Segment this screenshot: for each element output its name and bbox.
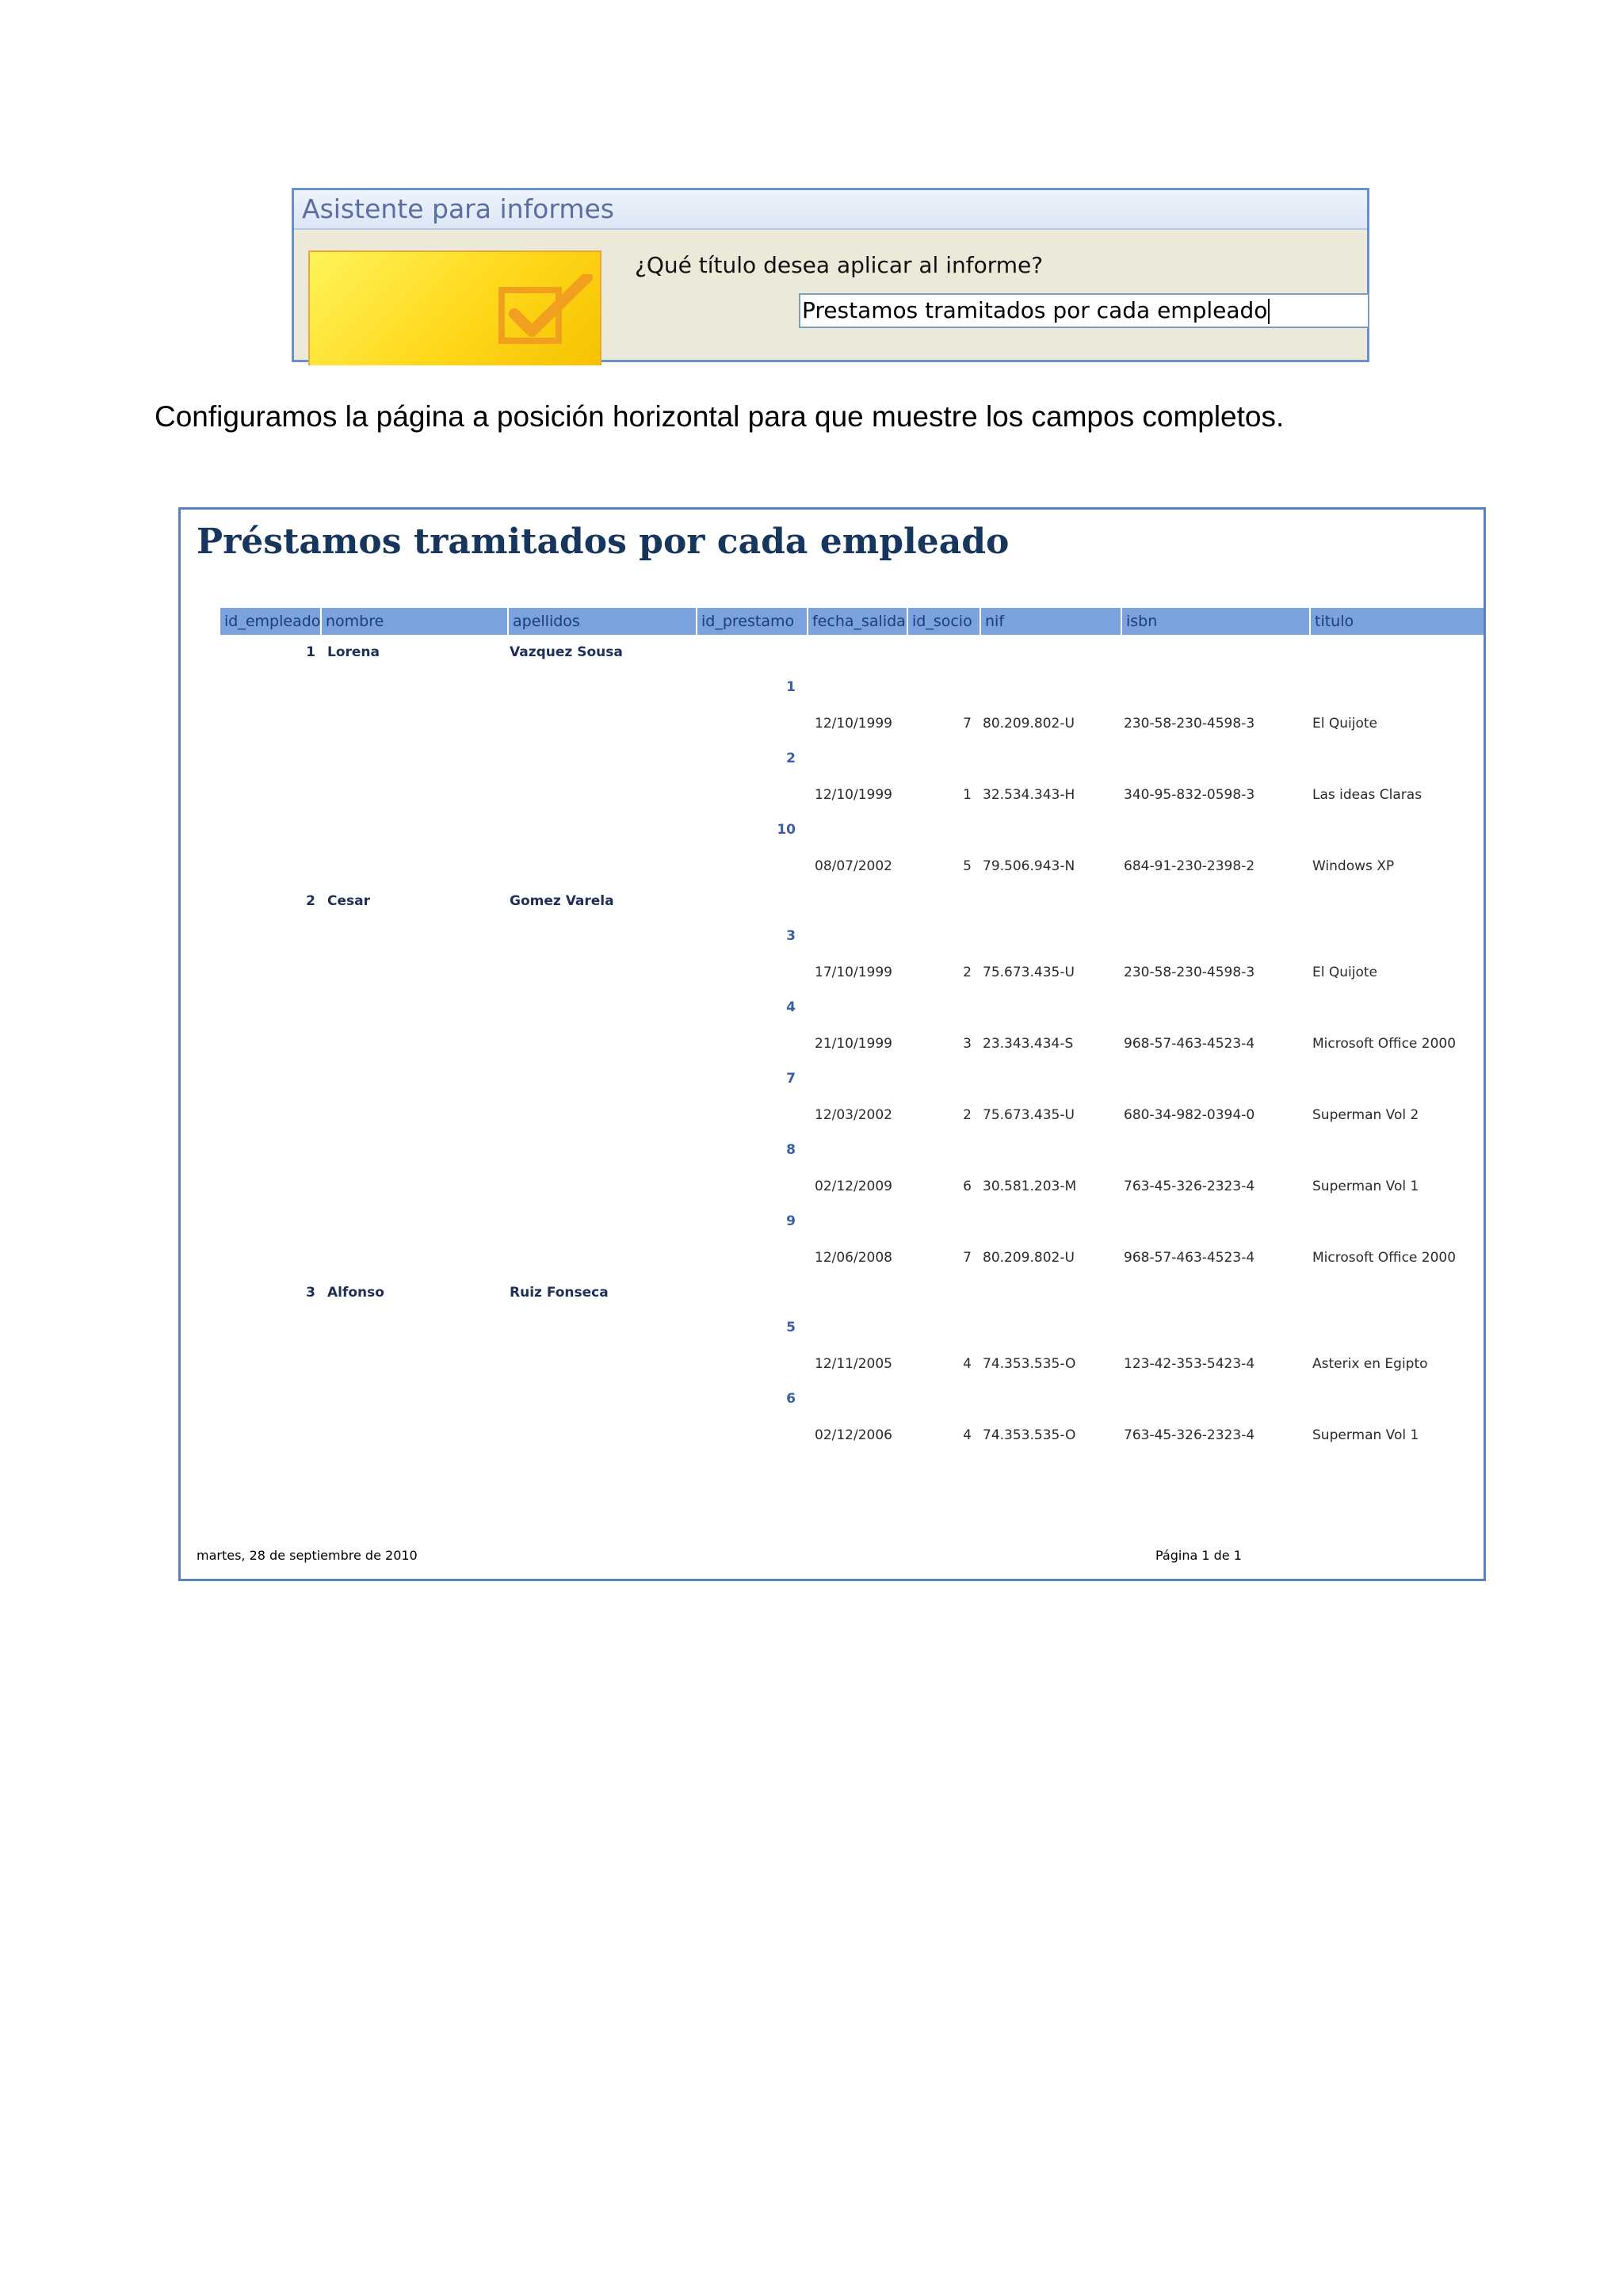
- cell-nif: 80.209.802-U: [983, 716, 1075, 732]
- report-title: Préstamos tramitados por cada empleado: [197, 521, 1010, 562]
- cell-id-prestamo: 4: [786, 999, 796, 1015]
- cell-fecha-salida: 08/07/2002: [815, 858, 892, 874]
- column-header-apellidos: apellidos: [509, 608, 696, 635]
- wizard-body: [294, 230, 1367, 361]
- cell-id-empleado: 3: [306, 1285, 315, 1301]
- checkmark-icon: [498, 274, 594, 346]
- cell-isbn: 123-42-353-5423-4: [1124, 1356, 1255, 1372]
- cell-isbn: 230-58-230-4598-3: [1124, 965, 1255, 980]
- cell-fecha-salida: 21/10/1999: [815, 1036, 892, 1052]
- cell-nombre: Alfonso: [327, 1285, 384, 1301]
- cell-titulo: Asterix en Egipto: [1312, 1356, 1428, 1372]
- cell-titulo: Windows XP: [1312, 858, 1395, 874]
- column-header-nombre: nombre: [322, 608, 507, 635]
- cell-id-prestamo: 8: [786, 1142, 796, 1158]
- cell-titulo: Las ideas Claras: [1312, 787, 1423, 803]
- cell-nif: 75.673.435-U: [983, 1107, 1075, 1123]
- cell-id-socio: 4: [963, 1356, 972, 1372]
- wizard-question: ¿Qué título desea aplicar al informe?: [635, 252, 1044, 278]
- cell-id-socio: 2: [963, 965, 972, 980]
- cell-id-empleado: 2: [306, 893, 315, 909]
- cell-titulo: Microsoft Office 2000: [1312, 1250, 1457, 1266]
- cell-titulo: El Quijote: [1312, 716, 1377, 732]
- cell-apellidos: Vazquez Sousa: [510, 644, 623, 660]
- cell-nif: 75.673.435-U: [983, 965, 1075, 980]
- cell-id-socio: 1: [963, 787, 972, 803]
- cell-fecha-salida: 17/10/1999: [815, 965, 892, 980]
- column-header-id-socio: id_socio: [908, 608, 980, 635]
- cell-fecha-salida: 12/03/2002: [815, 1107, 892, 1123]
- cell-nif: 32.534.343-H: [983, 787, 1075, 803]
- cell-id-socio: 4: [963, 1427, 972, 1443]
- cell-fecha-salida: 12/10/1999: [815, 787, 892, 803]
- instruction-paragraph: Configuramos la página a posición horizontal para que muestre los campos completos.: [155, 400, 1285, 433]
- column-header-isbn: isbn: [1122, 608, 1309, 635]
- column-header-nif: nif: [981, 608, 1121, 635]
- cell-isbn: 684-91-230-2398-2: [1124, 858, 1255, 874]
- cell-id-prestamo: 7: [786, 1071, 796, 1087]
- cell-isbn: 680-34-982-0394-0: [1124, 1107, 1255, 1123]
- cell-isbn: 968-57-463-4523-4: [1124, 1036, 1255, 1052]
- cell-apellidos: Gomez Varela: [510, 893, 614, 909]
- cell-titulo: El Quijote: [1312, 965, 1377, 980]
- cell-id-prestamo: 1: [786, 679, 796, 695]
- column-header-id-prestamo: id_prestamo: [697, 608, 807, 635]
- cell-nif: 74.353.535-O: [983, 1356, 1076, 1372]
- cell-titulo: Superman Vol 1: [1312, 1179, 1419, 1194]
- report-preview: [178, 507, 1486, 1581]
- cell-id-prestamo: 10: [777, 822, 796, 838]
- cell-nombre: Lorena: [327, 644, 380, 660]
- cell-titulo: Microsoft Office 2000: [1312, 1036, 1457, 1052]
- cell-fecha-salida: 02/12/2009: [815, 1179, 892, 1194]
- column-header-titulo: titulo: [1311, 608, 1484, 635]
- cell-id-prestamo: 2: [786, 751, 796, 766]
- cell-fecha-salida: 12/11/2005: [815, 1356, 892, 1372]
- cell-nif: 80.209.802-U: [983, 1250, 1075, 1266]
- cell-isbn: 340-95-832-0598-3: [1124, 787, 1255, 803]
- report-footer-date: martes, 28 de septiembre de 2010: [197, 1548, 418, 1563]
- report-title-input-value: Prestamos tramitados por cada empleado: [802, 297, 1268, 323]
- wizard-title: Asistente para informes: [294, 190, 1367, 230]
- cell-id-empleado: 1: [306, 644, 315, 660]
- cell-isbn: 230-58-230-4598-3: [1124, 716, 1255, 732]
- cell-id-socio: 5: [963, 858, 972, 874]
- cell-nif: 23.343.434-S: [983, 1036, 1074, 1052]
- cell-id-socio: 2: [963, 1107, 972, 1123]
- cell-id-prestamo: 9: [786, 1213, 796, 1229]
- cell-nombre: Cesar: [327, 893, 370, 909]
- cell-nif: 30.581.203-M: [983, 1179, 1077, 1194]
- cell-isbn: 763-45-326-2323-4: [1124, 1427, 1255, 1443]
- cell-nif: 74.353.535-O: [983, 1427, 1076, 1443]
- cell-titulo: Superman Vol 2: [1312, 1107, 1419, 1123]
- cell-titulo: Superman Vol 1: [1312, 1427, 1419, 1443]
- cell-id-socio: 7: [963, 1250, 972, 1266]
- cell-isbn: 763-45-326-2323-4: [1124, 1179, 1255, 1194]
- cell-fecha-salida: 12/10/1999: [815, 716, 892, 732]
- cell-isbn: 968-57-463-4523-4: [1124, 1250, 1255, 1266]
- cell-apellidos: Ruiz Fonseca: [510, 1285, 609, 1301]
- text-caret: [1268, 299, 1270, 324]
- wizard-banner: [308, 250, 601, 365]
- report-footer-page: Página 1 de 1: [1155, 1548, 1242, 1563]
- cell-id-prestamo: 6: [786, 1391, 796, 1407]
- column-header-fecha-salida: fecha_salida: [808, 608, 907, 635]
- cell-nif: 79.506.943-N: [983, 858, 1075, 874]
- column-header-id-empleado: id_empleado: [220, 608, 320, 635]
- cell-id-prestamo: 3: [786, 928, 796, 944]
- cell-id-socio: 3: [963, 1036, 972, 1052]
- cell-id-prestamo: 5: [786, 1320, 796, 1335]
- cell-fecha-salida: 02/12/2006: [815, 1427, 892, 1443]
- report-title-input[interactable]: [799, 293, 1369, 328]
- cell-id-socio: 7: [963, 716, 972, 732]
- cell-fecha-salida: 12/06/2008: [815, 1250, 892, 1266]
- report-wizard-dialog: [292, 188, 1369, 362]
- cell-id-socio: 6: [963, 1179, 972, 1194]
